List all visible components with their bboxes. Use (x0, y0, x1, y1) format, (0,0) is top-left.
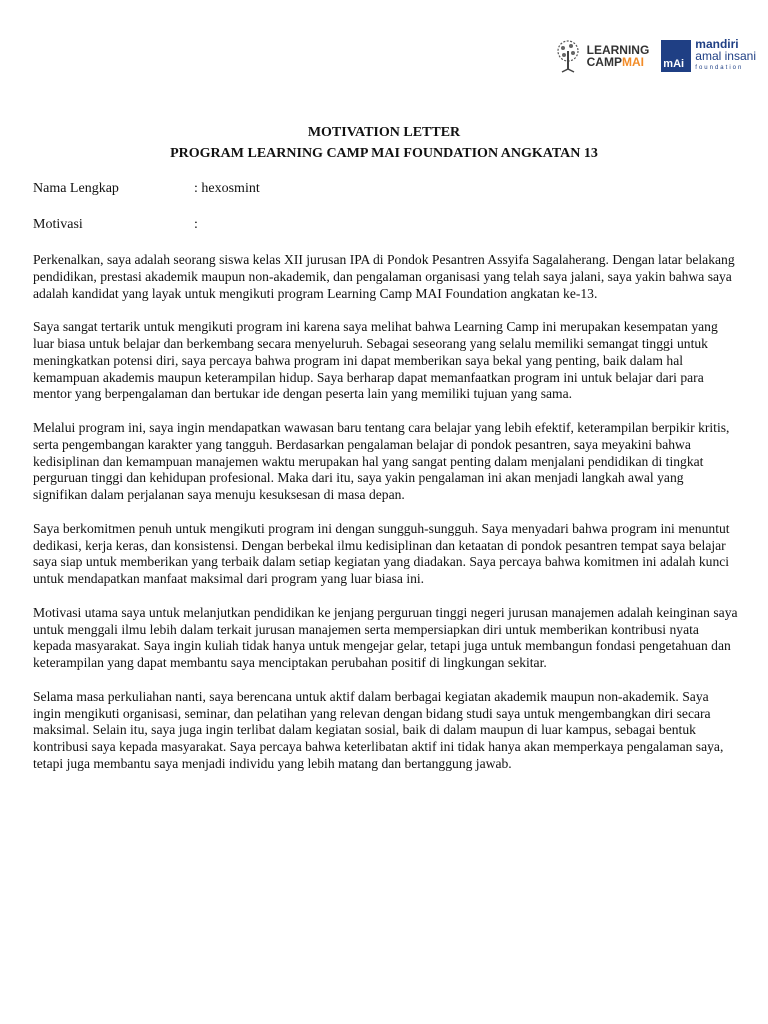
paragraph: Saya berkomitmen penuh untuk mengikuti program ini dengan sungguh-sungguh. Saya menyadari bahwa program ini menuntut dedikasi, kerja keras, dan konsistensi. Dengan berbekal ilmu kedisiplinan dan ketaatan di pondok pesantren tempat saya belajar saya siap untuk memberikan yang terbaik dalam setiap kegiatan yang diadakan. Saya percaya bahwa komitmen ini adalah kunci untuk mendapatkan manfaat maksimal dari program yang luar biasa ini. (33, 520, 730, 587)
field-label: Nama Lengkap (33, 181, 119, 196)
learning-camp-logo (553, 39, 650, 73)
tree-icon (553, 39, 583, 73)
paragraph: Selama masa perkuliahan nanti, saya berencana untuk aktif dalam berbagai kegiatan akademik maupun non-akademik. Saya ingin mengikuti organisasi, seminar, dan pelatihan yang relevan dengan bidang studi saya untuk mengembangkan diri secara maksimal. Selain itu, saya juga ingin terlibat dalam kegiatan sosial, baik di dalam maupun di luar kampus, sebagai bentuk kontribusi saya kepada masyarakat. Saya percaya bahwa keterlibatan aktif ini tidak hanya akan memperkaya pengalaman saya, tetapi juga membantu saya menjadi individu yang lebih matang dan bertanggung jawab. (33, 688, 724, 771)
field-value: : (194, 217, 198, 232)
field-motivasi (33, 216, 260, 234)
letter-body (33, 252, 739, 790)
header-logos (553, 38, 756, 74)
learning-camp-wordmark: LEARNING CAMPMAI (586, 43, 650, 69)
field-label: Motivasi (33, 217, 83, 232)
mai-mark: mAi (661, 40, 691, 72)
title-line-1: MOTIVATION LETTER (307, 125, 461, 140)
letter-title (0, 122, 768, 164)
field-value: : hexosmint (194, 181, 260, 196)
field-nama-lengkap (33, 180, 260, 198)
paragraph: Perkenalkan, saya adalah seorang siswa kelas XII jurusan IPA di Pondok Pesantren Assyifa Sagalaherang. Dengan latar belakang pendidikan, prestasi akademik maupun non-akademik, dan pengalaman organisasi yang telah saya jalani, saya yakin bahwa saya adalah kandidat yang layak untuk mengikuti program Learning Camp MAI Foundation angkatan ke-13. (33, 252, 735, 301)
mandiri-amal-insani-logo (661, 38, 756, 74)
paragraph: Melalui program ini, saya ingin mendapatkan wawasan baru tentang cara belajar yang lebih efektif, keterampilan berpikir kritis, serta pengembangan karakter yang tangguh. Berdasarkan pengalaman belajar di pondok pesantren, saya meyakini bahwa kedisiplinan dan kemampuan manajemen waktu merupakan hal yang sangat penting dalam menjalani pendidikan di tingkat perguruan tinggi dan kehidupan profesional. Maka dari itu, saya yakin pengalaman ini akan menjadi langkah awal yang signifikan dalam perjalanan saya menuju kesuksesan di masa depan. (33, 419, 730, 503)
mandiri-wordmark: mandiri amal insani foundation (695, 37, 756, 71)
paragraph: Saya sangat tertarik untuk mengikuti program ini karena saya melihat bahwa Learning Camp ini merupakan kesempatan yang luar biasa untuk belajar dan berkembang secara menyeluruh. Sebagai seseorang yang selalu memiliki semangat tinggi untuk meningkatkan potensi diri, saya percaya bahwa program ini dapat memberikan saya bekal yang penting, baik dalam hal kemampuan akademis maupun keterampilan hidup. Saya berharap dapat memanfaatkan program ini untuk belajar dari para mentor yang berpengalaman dan bertukar ide dengan peserta lain yang memiliki tujuan yang sama. (33, 319, 718, 402)
applicant-fields (33, 180, 260, 252)
title-line-2: PROGRAM LEARNING CAMP MAI FOUNDATION ANGKATAN 13 (170, 146, 598, 161)
paragraph: Motivasi utama saya untuk melanjutkan pendidikan ke jenjang perguruan tinggi negeri jurusan manajemen adalah keinginan saya untuk menggali ilmu lebih dalam terkait jurusan manajemen serta mempersiapkan diri untuk memberikan kontribusi nyata kepada masyarakat. Saya ingin kuliah tidak hanya untuk mengejar gelar, tetapi juga untuk membangun fondasi pengetahuan dan keterampilan yang dapat membantu saya menciptakan perubahan positif di lingkungan sekitar. (33, 604, 738, 671)
